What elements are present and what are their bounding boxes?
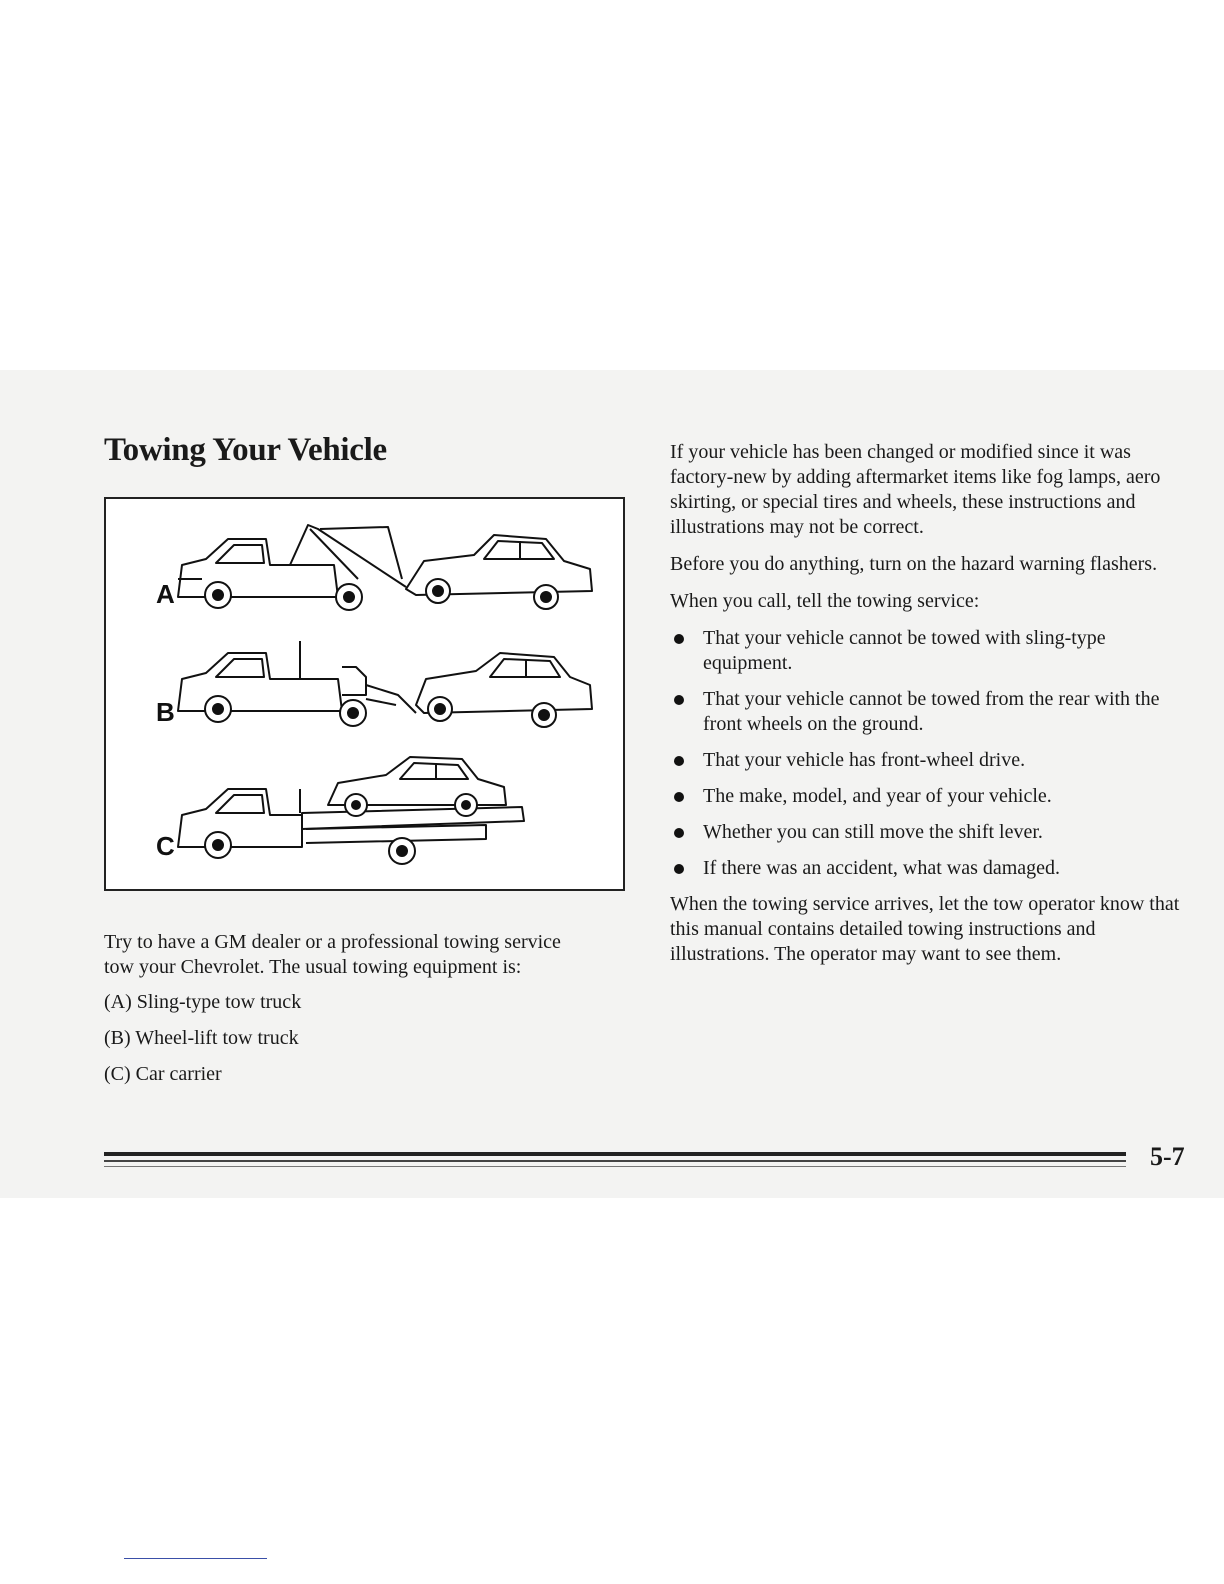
bullet-icon [674, 695, 684, 705]
bullet-icon [674, 634, 684, 644]
footer-link-underline [124, 1558, 267, 1559]
right-column [670, 440, 1195, 979]
list-item: The make, model, and year of your vehicle. [670, 784, 1195, 809]
list-item: If there was an accident, what was damaged. [670, 856, 1195, 881]
list-item: That your vehicle cannot be towed with sling-type equipment. [670, 626, 1195, 676]
list-item: That your vehicle cannot be towed from the rear with the front wheels on the ground. [670, 687, 1195, 737]
call-paragraph: When you call, tell the towing service: [670, 590, 980, 612]
wheel-lift-tow-truck-illustration [178, 641, 592, 727]
bullet-icon [674, 864, 684, 874]
footer-rule [104, 1160, 1126, 1162]
bullet-icon [674, 756, 684, 766]
list-item: That your vehicle has front-wheel drive. [670, 748, 1195, 773]
towing-illustration [104, 497, 625, 891]
hazard-paragraph: Before you do anything, turn on the hazard warning flashers. [670, 553, 1158, 575]
footer-rule [104, 1166, 1126, 1167]
figure-label-b: B [156, 697, 175, 727]
left-column [104, 930, 574, 1098]
bullet-icon [674, 792, 684, 802]
bullet-icon [674, 828, 684, 838]
towing-service-list [670, 626, 1195, 881]
page-title: Towing Your Vehicle [104, 432, 387, 468]
car-carrier-illustration [178, 757, 524, 864]
towing-diagram [106, 499, 623, 889]
equipment-item: (C) Car carrier [104, 1063, 222, 1085]
intro-paragraph: Try to have a GM dealer or a professional towing service tow your Chevrolet. The usual towing equipment is: [104, 931, 561, 978]
arrival-paragraph: When the towing service arrives, let the tow operator know that this manual contains detailed towing instructions and illustrations. The operator may want to see them. [670, 893, 1180, 965]
list-item: Whether you can still move the shift lever. [670, 820, 1195, 845]
figure-label-a: A [156, 579, 175, 609]
footer-rule [104, 1152, 1126, 1156]
page-number: 5-7 [1150, 1142, 1185, 1171]
sling-tow-truck-illustration [178, 525, 592, 610]
figure-label-c: C [156, 831, 175, 861]
equipment-item: (A) Sling-type tow truck [104, 991, 302, 1013]
modification-paragraph: If your vehicle has been changed or modified since it was factory-new by adding aftermarket items like fog lamps, aero skirting, or special tires and wheels, these instructions and illustrations may not be correct. [670, 441, 1161, 538]
equipment-item: (B) Wheel-lift tow truck [104, 1027, 299, 1049]
